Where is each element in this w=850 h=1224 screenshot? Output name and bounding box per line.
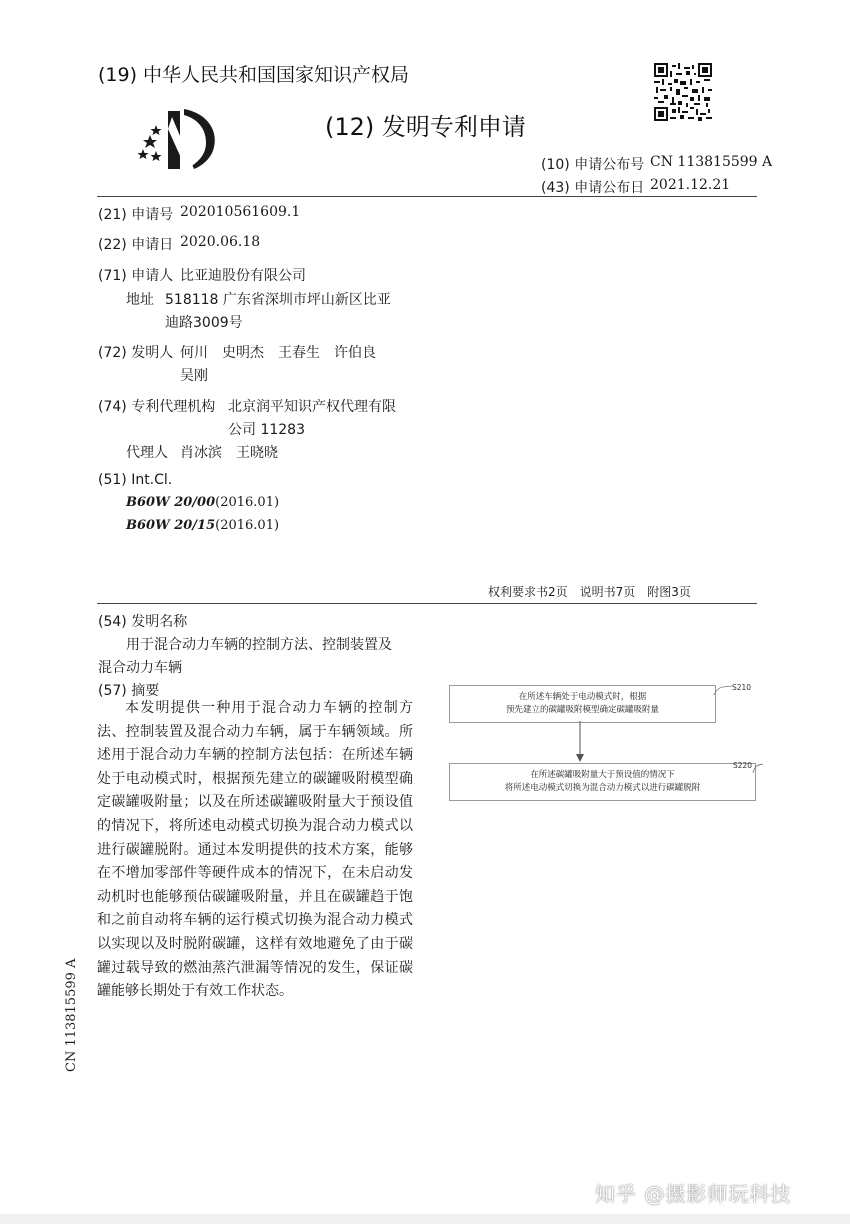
flow-tag-connector — [752, 761, 764, 775]
agent-label: 代理人 — [126, 445, 168, 461]
invention-title-line-1: 用于混合动力车辆的控制方法、控制装置及 — [126, 637, 392, 653]
agency-line-2: 公司 11283 — [228, 422, 305, 438]
page-counts: 权利要求书2页 说明书7页 附图3页 — [488, 585, 691, 599]
invention-title-line-2: 混合动力车辆 — [98, 660, 182, 676]
app-date-label: (22) 申请日 — [98, 237, 174, 253]
side-publication-id: CN 113815599 A — [64, 958, 79, 1072]
intcl-label: (51) Int.Cl. — [98, 472, 173, 488]
section-rule — [97, 603, 757, 604]
flow-step-line: 在所述碳罐吸附量大于预设值的情况下 — [530, 770, 675, 780]
ipc-code: B60W 20/00 — [126, 495, 216, 510]
address-line-1: 518118 广东省深圳市坪山新区比亚 — [165, 292, 391, 308]
ipc-code: B60W 20/15 — [126, 518, 216, 533]
ipc-year: (2016.01) — [215, 495, 280, 510]
document-type: (12) 发明专利申请 — [325, 113, 526, 141]
app-no-label: (21) 申请号 — [98, 207, 174, 223]
app-date: 2020.06.18 — [180, 234, 261, 250]
flow-step-s210 — [449, 685, 716, 723]
flow-step-line: 在所述车辆处于电动模式时，根据 — [518, 692, 647, 702]
agency-label: (74) 专利代理机构 — [98, 399, 216, 415]
source-watermark: 知乎 @摄影师玩科技 — [595, 1182, 792, 1206]
flow-step-s220 — [449, 763, 756, 801]
ipc-year: (2016.01) — [215, 518, 280, 533]
address-label: 地址 — [126, 292, 154, 308]
pub-no-label: (10) 申请公布号 — [541, 157, 645, 173]
flow-tag-s210: S210 — [732, 683, 752, 692]
flow-step-line: 预先建立的碳罐吸附模型确定碳罐吸附量 — [505, 705, 659, 715]
flow-arrow-icon — [574, 721, 586, 763]
inventors-line-1: 何川 史明杰 王春生 许伯良 — [180, 345, 376, 361]
inventors-label: (72) 发明人 — [98, 345, 174, 361]
pub-date-label: (43) 申请公布日 — [541, 180, 645, 196]
title-label: (54) 发明名称 — [98, 614, 188, 630]
agency-line-1: 北京润平知识产权代理有限 — [228, 399, 396, 415]
agent: 肖冰滨 王晓晓 — [180, 445, 278, 461]
pub-date: 2021.12.21 — [650, 177, 731, 193]
qr-code-icon — [654, 63, 712, 121]
inventors-line-2: 吴刚 — [180, 368, 208, 384]
applicant-label: (71) 申请人 — [98, 268, 174, 284]
abstract-text: 本发明提供一种用于混合动力车辆的控制方法、控制装置及混合动力车辆，属于车辆领域。所述用于混合动力车辆的控制方法包括：在所述车辆处于电动模式时，根据预先建立的碳罐吸附模型确定碳罐吸附量；以及在所述碳罐吸附量大于预设值的情况下，将所述电动模式切换为混合动力模式以进行碳罐脱附。通过本发明提供的技术方案，能够在不增加零部件等硬件成本的情况下，在未启动发动机时也能够预估碳罐吸附量，并且在碳罐趋于饱和之前自动将车辆的运行模式切换为混合动力模式以实现以及时脱附碳罐，这样有效地避免了由于碳罐过载导致的燃油蒸汽泄漏等情况的发生，保证碳罐能够长期处于有效工作状态。 — [97, 700, 413, 1000]
ipc-entry — [126, 495, 279, 510]
flow-tag-s220: S220 — [733, 761, 753, 770]
ipc-entry — [126, 518, 279, 533]
abstract-label: (57) 摘要 — [98, 683, 160, 699]
page-bottom-band — [0, 1214, 850, 1224]
pub-no: CN 113815599 A — [650, 154, 773, 170]
flow-step-line: 将所述电动模式切换为混合动力模式以进行碳罐脱附 — [504, 783, 701, 793]
cnipa-logo-icon — [134, 107, 224, 177]
app-no: 202010561609.1 — [180, 204, 301, 220]
office-name: (19) 中华人民共和国国家知识产权局 — [98, 64, 410, 86]
address-line-2: 迪路3009号 — [165, 315, 243, 331]
applicant: 比亚迪股份有限公司 — [180, 268, 306, 284]
header-rule — [97, 196, 757, 197]
